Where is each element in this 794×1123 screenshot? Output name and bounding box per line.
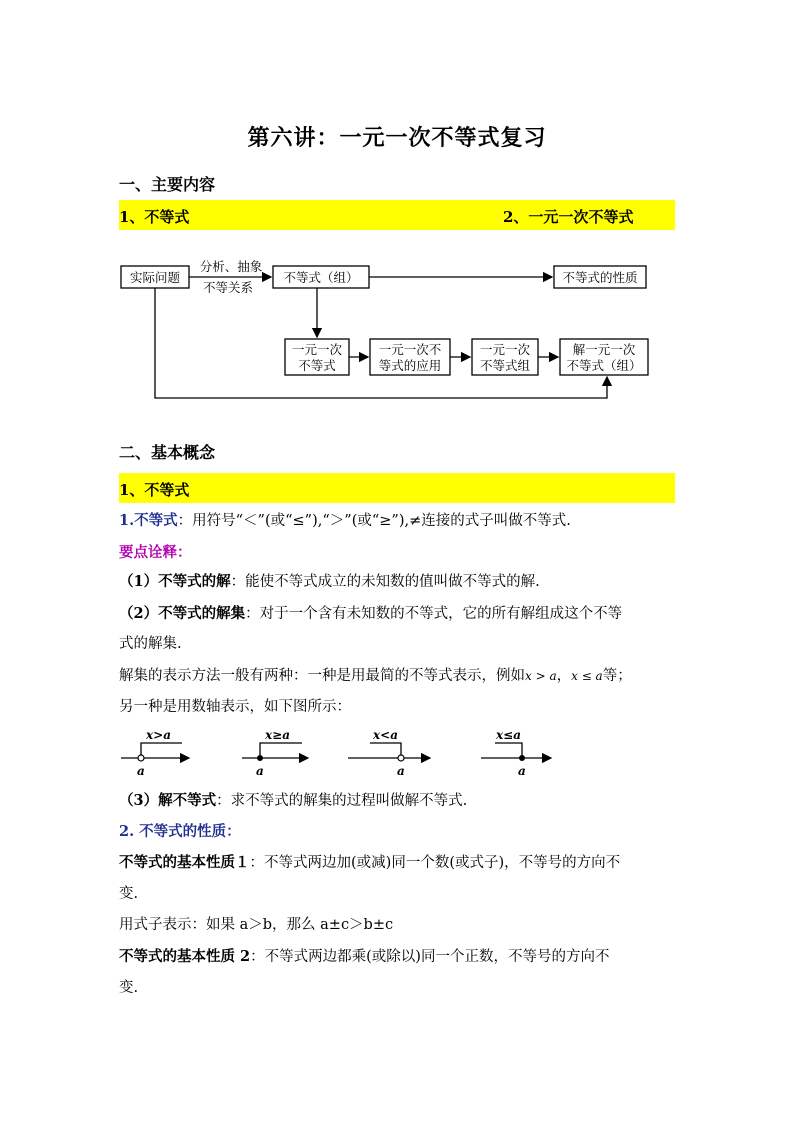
label-inequality-system: 不等式（组） <box>283 270 359 285</box>
arrow-label-relation: 不等关系 <box>202 280 254 295</box>
arrow-label-analyze: 分析、抽象 <box>199 259 263 274</box>
property-2: 不等式的基本性质 2：不等式两边都乘(或除以)同一个正数，不等号的方向不 <box>119 948 610 965</box>
number-line-diagrams <box>115 725 565 780</box>
point-solution: （1）不等式的解：能使不等式成立的未知数的值叫做不等式的解. <box>119 573 540 590</box>
section-heading-main-content: 一、主要内容 <box>119 175 216 194</box>
nl-point-1: a <box>137 764 145 778</box>
highlight-band-inequality <box>119 473 675 503</box>
label-inequality-properties: 不等式的性质 <box>562 270 638 285</box>
key-points-heading: 要点诠释： <box>119 544 192 561</box>
highlight-band-topics <box>119 200 675 230</box>
open-point-1 <box>138 755 144 761</box>
svg-text:一元一次不: 一元一次不 <box>378 342 442 357</box>
nl-label-1: x>a <box>146 728 171 742</box>
property-1-formula: 用式子表示：如果 a＞b，那么 a±c＞b±c <box>119 917 394 933</box>
open-point-3 <box>398 755 404 761</box>
point-solution-set: （2）不等式的解集：对于一个含有未知数的不等式，它的所有解组成这个不等 <box>119 605 623 622</box>
nl-label-2: x≥a <box>265 728 290 742</box>
nl-point-2: a <box>256 764 264 778</box>
band-label-linear-inequality: 2、一元一次不等式 <box>503 208 634 226</box>
band-label-inequality-2: 1、不等式 <box>119 481 190 499</box>
concept-flowchart <box>110 250 670 410</box>
section-heading-basic-concepts: 二、基本概念 <box>119 443 216 462</box>
svg-text:一元一次: 一元一次 <box>291 342 343 357</box>
svg-text:解一元一次: 解一元一次 <box>572 342 636 357</box>
property-2-cont: 变. <box>119 980 139 996</box>
property-1: 不等式的基本性质１：不等式两边加(或减)同一个数(或式子)，不等号的方向不 <box>119 854 621 871</box>
nl-point-3: a <box>397 764 405 778</box>
nl-label-3: x<a <box>373 728 398 742</box>
label-practical-problem: 实际问题 <box>129 270 181 285</box>
svg-text:一元一次: 一元一次 <box>479 342 531 357</box>
nl-point-4: a <box>518 764 526 778</box>
representation-methods: 解集的表示方法一般有两种：一种是用最简的不等式表示，例如x > a，x ≤ a等； <box>119 668 632 684</box>
closed-point-4 <box>519 755 525 761</box>
point-solution-set-cont: 式的解集. <box>119 636 182 652</box>
representation-methods-cont: 另一种是用数轴表示，如下图所示： <box>119 699 351 715</box>
definition-inequality: 1.不等式：用符号“＜”(或“≤”),“＞”(或“≥”),≠连接的式子叫做不等式. <box>119 512 571 529</box>
properties-heading: 2. 不等式的性质： <box>119 823 241 840</box>
nl-label-4: x≤a <box>496 728 521 742</box>
svg-text:不等式组: 不等式组 <box>479 358 531 373</box>
svg-text:不等式: 不等式 <box>298 358 336 373</box>
page-title: 第六讲：一元一次不等式复习 <box>247 125 547 151</box>
closed-point-2 <box>257 755 263 761</box>
property-1-cont: 变. <box>119 886 139 902</box>
point-solving: （3）解不等式：求不等式的解集的过程叫做解不等式. <box>119 792 468 809</box>
svg-text:等式的应用: 等式的应用 <box>378 358 442 373</box>
band-label-inequality: 1、不等式 <box>119 208 190 226</box>
svg-text:不等式（组）: 不等式（组） <box>566 358 642 373</box>
